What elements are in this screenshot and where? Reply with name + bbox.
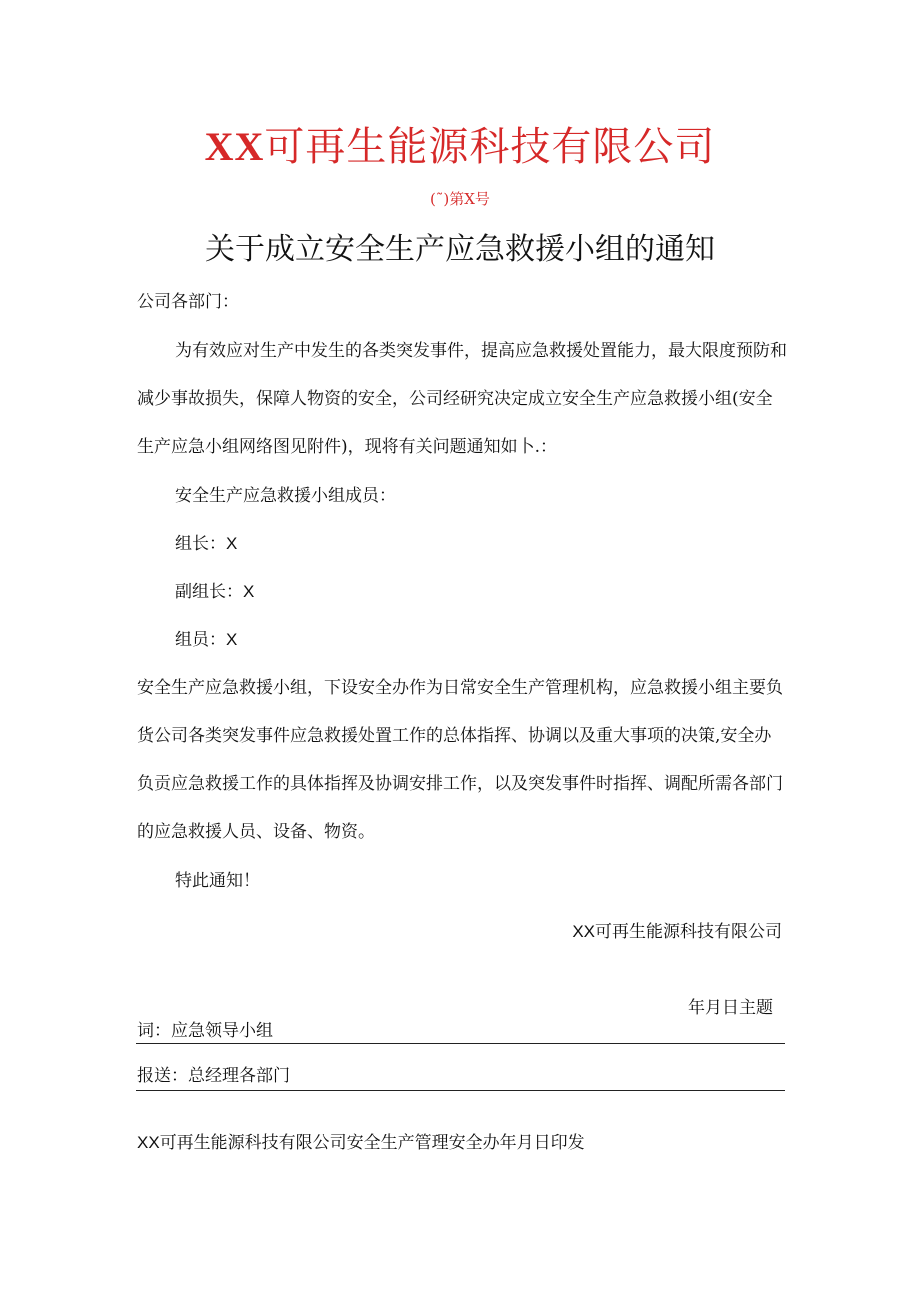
duty-line-3: 负贡应急救援工作的具体指挥及协调安排工作，以及突发事件时指挥、调配所需各部门 (137, 774, 783, 794)
duty-line-2: 货公司各类突发事件应急救援处置工作的总体指挥、协调以及重大事项的决策,安全办 (137, 726, 772, 746)
intro-line-3: 生产应急小组网络图见附件)，现将有关问题通知如卜.： (137, 437, 558, 457)
signature-company (572, 920, 782, 944)
member-row (175, 628, 237, 652)
duty-line-1: 安全生产应急救援小组，下设安全办作为日常安全生产管理机构，应急救援小组主要负 (137, 678, 783, 698)
closing-line: 特此通知！ (175, 871, 260, 891)
date-keywords: 年月日主题 (688, 998, 773, 1018)
duty-line-4: 的应急救援人员、设备、物资。 (137, 822, 375, 842)
company-prefix: XX (204, 124, 265, 169)
divider-bottom (136, 1090, 785, 1091)
leader-label: 组长： (175, 534, 226, 554)
member-label: 组员： (175, 630, 226, 650)
report-to-line: 报送：总经理各部门 (137, 1066, 290, 1086)
signature-prefix: XX (572, 922, 595, 941)
signature-name: 可再生能源科技有限公司 (595, 922, 782, 942)
company-letterhead (0, 120, 920, 174)
notice-title: 关于成立安全生产应急救援小组的通知 (205, 232, 715, 267)
salutation: 公司各部门： (137, 292, 239, 312)
company-name: 可再生能源科技有限公司 (264, 124, 716, 170)
members-heading: 安全生产应急救援小组成员： (175, 486, 396, 506)
deputy-value: X (243, 582, 255, 601)
keywords-line: 词：应急领导小组 (137, 1021, 273, 1041)
leader-row (175, 532, 237, 556)
deputy-label: 副组长： (175, 582, 243, 602)
leader-value: X (226, 534, 238, 553)
issuer-text: 可再生能源科技有限公司安全生产管理安全办年月日印发 (159, 1133, 585, 1153)
issuer-prefix: XX (137, 1133, 160, 1152)
intro-line-2: 减少事故损失，保障人物资的安全，公司经研究决定成立安全生产应急救援小组(安全 (137, 389, 773, 409)
member-value: X (226, 630, 238, 649)
document-number: (˜)第X号 (430, 190, 490, 208)
deputy-row (175, 580, 254, 604)
divider-top (136, 1043, 785, 1044)
intro-line-1: 为有效应对生产中发生的各类突发事件，提高应急救援处置能力，最大限度预防和 (175, 341, 787, 361)
issuer-line (137, 1131, 585, 1155)
